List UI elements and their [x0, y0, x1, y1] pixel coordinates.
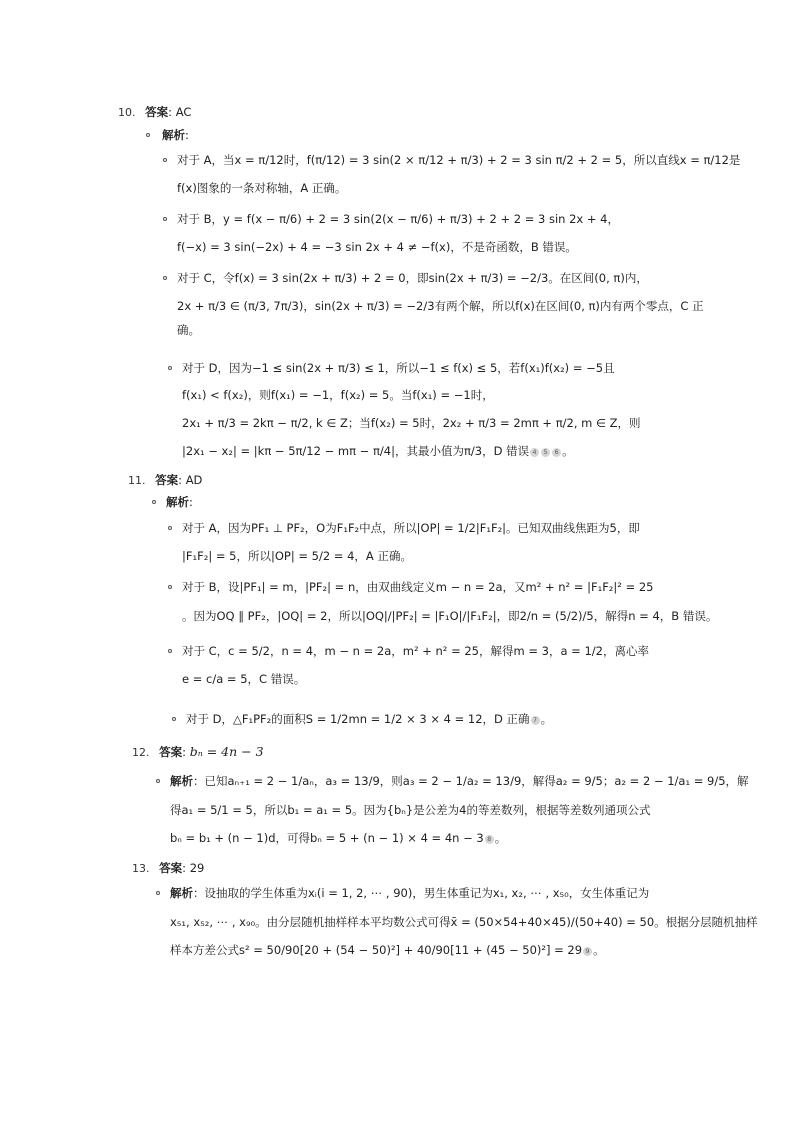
- q12-header: [132, 742, 264, 763]
- q11-item-a-line1: 对于 A，因为PF₁ ⊥ PF₂，O为F₁F₂中点，所以|OP| = 1/2|F₁F₂|。已知双曲线焦距为5，即: [182, 521, 640, 535]
- answer-label: 答案: [155, 473, 179, 487]
- bullet-icon: [172, 717, 176, 721]
- q10-item-d-line4: |2x₁ − x₂| = |kπ − 5π/12 − mπ − π/4|，其最小值为π/3，D 错误 4 5 6 。: [182, 444, 574, 458]
- bullet-icon: [163, 217, 167, 221]
- q11-header: [128, 470, 202, 491]
- question-number: 13.: [132, 862, 150, 875]
- bullet-icon: [163, 276, 167, 280]
- citation-badge[interactable]: 8: [485, 835, 494, 844]
- answer-label: 答案: [159, 745, 183, 759]
- question-number: 11.: [128, 474, 146, 487]
- analysis-heading: 解析:: [166, 495, 193, 509]
- q10-item-c-line3: 确。: [177, 323, 200, 337]
- answer-label: 答案: [159, 861, 183, 875]
- bullet-icon: [168, 526, 172, 530]
- q12-analysis-line1: 解析：已知aₙ₊₁ = 2 − 1/aₙ，a₃ = 13/9，则a₃ = 2 − 1/a₂ = 13/9，解得a₂ = 9/5；a₂ = 2 − 1/a₁ = 9/5，解: [170, 774, 749, 788]
- colon: :: [178, 473, 183, 487]
- citation-badge[interactable]: 9: [583, 947, 592, 956]
- colon: :: [182, 745, 187, 759]
- q10-item-c-line1: 对于 C，令f(x) = 3 sin(2x + π/3) + 2 = 0，即sin(2x + π/3) = −2/3。在区间(0, π)内，: [177, 271, 648, 285]
- q11-item-b-line2: 。因为OQ ∥ PF₂，|OQ| = 2，所以|OQ|/|PF₂| = |F₁O|/|F₁F₂|，即2/n = (5/2)/5，解得n = 4，B 错误。: [182, 609, 718, 623]
- q10-header: [118, 102, 191, 123]
- q11-item-c-line2: e = c/a = 5，C 错误。: [182, 672, 306, 686]
- q11-item-d-line1: 对于 D，△F₁PF₂的面积S = 1/2mn = 1/2 × 3 × 4 = 12，D 正确 7 。: [186, 712, 553, 726]
- answer-value: AC: [175, 105, 192, 119]
- bullet-icon: [156, 779, 160, 783]
- q12-analysis-line3: bₙ = b₁ + (n − 1)d，可得bₙ = 5 + (n − 1) × 4 = 4n − 3 8 。: [170, 831, 507, 845]
- bullet-icon: [152, 500, 156, 504]
- q13-analysis-line1: 解析：设抽取的学生体重为xᵢ(i = 1, 2, ⋯ , 90)，男生体重记为x₁, x₂, ⋯ , x₅₀，女生体重记为: [170, 886, 650, 900]
- q10-item-a-line2: f(x)图象的一条对称轴，A 正确。: [177, 181, 347, 195]
- q13-header: [132, 858, 204, 879]
- question-number: 10.: [118, 106, 136, 119]
- q10-item-d-line1: 对于 D，因为−1 ≤ sin(2x + π/3) ≤ 1，所以−1 ≤ f(x) ≤ 5，若f(x₁)f(x₂) = −5且: [182, 361, 615, 375]
- bullet-icon: [168, 649, 172, 653]
- q10-item-c-line2: 2x + π/3 ∈ (π/3, 7π/3)，sin(2x + π/3) = −2/3有两个解，所以f(x)在区间(0, π)内有两个零点，C 正: [177, 299, 704, 313]
- citation-badge[interactable]: 7: [531, 716, 540, 725]
- colon: :: [182, 861, 187, 875]
- q10-item-d-line3: 2x₁ + π/3 = 2kπ − π/2, k ∈ Z；当f(x₂) = 5时，2x₂ + π/3 = 2mπ + π/2, m ∈ Z，则: [182, 416, 641, 430]
- q11-item-c-line1: 对于 C，c = 5/2，n = 4，m − n = 2a，m² + n² = 25，解得m = 3，a = 1/2，离心率: [182, 644, 649, 658]
- q10-item-a-line1: 对于 A，当x = π/12时，f(π/12) = 3 sin(2 × π/12 + π/3) + 2 = 3 sin π/2 + 2 = 5，所以直线x = π/12是: [177, 153, 741, 167]
- analysis-heading: 解析:: [162, 128, 189, 142]
- q11-item-a-line2: |F₁F₂| = 5，所以|OP| = 5/2 = 4，A 正确。: [182, 549, 412, 563]
- bullet-icon: [163, 158, 167, 162]
- analysis-label: 解析: [170, 886, 193, 900]
- q13-analysis-line3: 样本方差公式s² = 50/90[20 + (54 − 50)²] + 40/90[11 + (45 − 50)²] = 29 9 。: [170, 943, 605, 957]
- answer-value: AD: [185, 473, 203, 487]
- citation-badge[interactable]: 4: [530, 448, 539, 457]
- q10-item-b-line1: 对于 B，y = f(x − π/6) + 2 = 3 sin(2(x − π/6) + π/3) + 2 + 2 = 3 sin 2x + 4，: [177, 212, 619, 226]
- q10-item-d-line2: f(x₁) < f(x₂)，则f(x₁) = −1，f(x₂) = 5。当f(x₁) = −1时，: [182, 388, 494, 402]
- bullet-icon: [156, 891, 160, 895]
- question-number: 12.: [132, 746, 150, 759]
- q13-analysis-line2: x₅₁, x₅₂, ⋯ , x₉₀。由分层随机抽样样本平均数公式可得x̄ = (50×54+40×45)/(50+40) = 50。根据分层随机抽样: [170, 915, 758, 929]
- citation-badge[interactable]: 6: [552, 448, 561, 457]
- bullet-icon: [168, 585, 172, 589]
- answer-label: 答案: [145, 105, 169, 119]
- citation-badge[interactable]: 5: [541, 448, 550, 457]
- bullet-icon: [168, 366, 172, 370]
- answer-value: 29: [189, 861, 205, 875]
- colon: :: [168, 105, 173, 119]
- q10-item-b-line2: f(−x) = 3 sin(−2x) + 4 = −3 sin 2x + 4 ≠ −f(x)，不是奇函数，B 错误。: [177, 240, 577, 254]
- q11-item-b-line1: 对于 B，设|PF₁| = m，|PF₂| = n，由双曲线定义m − n = 2a，又m² + n² = |F₁F₂|² = 25: [182, 580, 654, 594]
- analysis-label: 解析: [170, 774, 193, 788]
- q12-analysis-line2: 得a₁ = 5/1 = 5，所以b₁ = a₁ = 5。因为{bₙ}是公差为4的等差数列，根据等差数列通项公式: [170, 803, 651, 817]
- bullet-icon: [146, 133, 150, 137]
- answer-value: bₙ = 4n − 3: [189, 744, 264, 759]
